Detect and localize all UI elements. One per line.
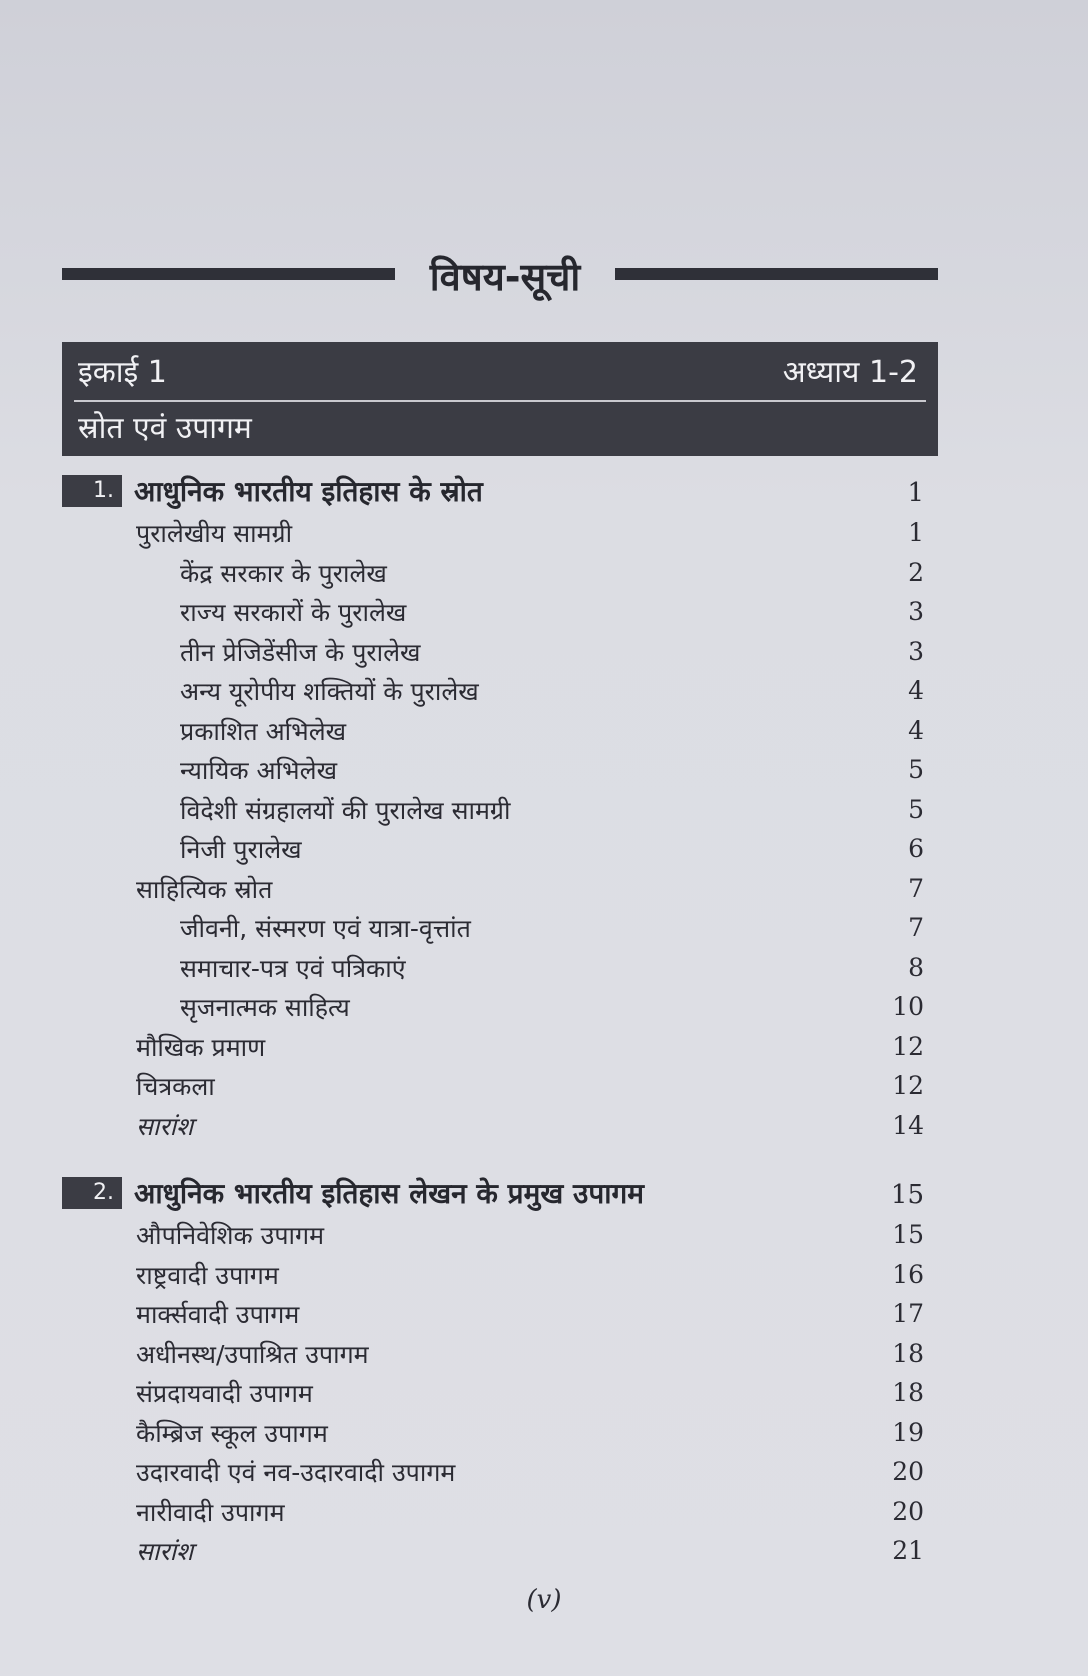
- toc-entry-page: 2: [908, 557, 924, 587]
- toc-entry-label: संप्रदायवादी उपागम: [136, 1379, 313, 1408]
- chapter-page-number: 1: [907, 478, 924, 508]
- toc-entry-label: नारीवादी उपागम: [136, 1497, 285, 1527]
- toc-entry-page: 12: [892, 1031, 924, 1061]
- toc-entry-label: औपनिवेशिक उपागम: [136, 1221, 325, 1250]
- toc-entry-label: अन्य यूरोपीय शक्तियों के पुरालेख: [180, 677, 479, 706]
- toc-entry-page: 17: [892, 1299, 924, 1328]
- toc-entry-label: निजी पुरालेख: [180, 835, 302, 864]
- toc-entry-label: प्रकाशित अभिलेख: [180, 716, 347, 746]
- toc-entry[interactable]: [62, 1451, 938, 1491]
- toc-entry[interactable]: [62, 591, 938, 631]
- toc-entry-page: 8: [908, 952, 924, 982]
- toc-entry-label: न्यायिक अभिलेख: [180, 756, 338, 785]
- toc-entry-label: राष्ट्रवादी उपागम: [136, 1260, 279, 1290]
- toc-entry-page: 12: [892, 1071, 924, 1100]
- table-of-contents: [62, 470, 938, 1598]
- toc-entry-page: 4: [908, 715, 924, 745]
- chapter-title: आधुनिक भारतीय इतिहास के स्रोत: [134, 475, 483, 508]
- chapter-number-badge: 2.: [62, 1177, 122, 1209]
- toc-entry[interactable]: [62, 986, 938, 1026]
- toc-entry-page: 18: [892, 1378, 924, 1407]
- toc-entry-label: मार्क्सवादी उपागम: [136, 1300, 300, 1329]
- toc-entry-label: सारांश: [136, 1111, 194, 1141]
- toc-entry[interactable]: [62, 907, 938, 947]
- unit-title: स्रोत एवं उपागम: [78, 411, 252, 446]
- toc-entry-page: 18: [892, 1338, 924, 1368]
- toc-entry[interactable]: [62, 749, 938, 789]
- toc-entry-page: 14: [892, 1110, 924, 1140]
- toc-entry-page: 5: [908, 755, 924, 784]
- chapter-2: [62, 1172, 938, 1570]
- toc-entry-page: 4: [908, 676, 924, 705]
- toc-entry-page: 3: [908, 597, 924, 626]
- chapter-number-badge: 1.: [62, 475, 122, 507]
- toc-entry[interactable]: [62, 1026, 938, 1066]
- chapter-heading-row[interactable]: [62, 1172, 938, 1214]
- toc-entry-page: 10: [892, 992, 924, 1021]
- toc-entry-page: 5: [908, 794, 924, 824]
- toc-entry[interactable]: [62, 1412, 938, 1452]
- toc-entry-page: 7: [908, 913, 924, 942]
- toc-entry-label: सृजनात्मक साहित्य: [180, 993, 350, 1022]
- toc-entry[interactable]: [62, 1065, 938, 1105]
- toc-entry-page: 21: [892, 1536, 924, 1565]
- toc-entry[interactable]: [62, 552, 938, 592]
- toc-entry-label: राज्य सरकारों के पुरालेख: [180, 598, 407, 627]
- contents-heading: विषय-सूची: [429, 255, 581, 299]
- heading-rule-right: [615, 268, 938, 280]
- toc-entry[interactable]: [62, 1491, 938, 1531]
- toc-entry-label: कैम्ब्रिज स्कूल उपागम: [136, 1418, 328, 1448]
- toc-entry-label: विदेशी संग्रहालयों की पुरालेख सामग्री: [180, 795, 511, 825]
- chapter-range: अध्याय 1-2: [782, 355, 918, 390]
- toc-entry-label: पुरालेखीय सामग्री: [136, 519, 293, 548]
- toc-entry-label: जीवनी, संस्मरण एवं यात्रा-वृत्तांत: [180, 914, 471, 943]
- toc-entry-page: 20: [892, 1457, 924, 1486]
- toc-entry-page: 16: [892, 1259, 924, 1289]
- toc-entry-label: साहित्यिक स्रोत: [136, 874, 273, 904]
- toc-entry-label: उदारवादी एवं नव-उदारवादी उपागम: [136, 1458, 456, 1487]
- toc-entry[interactable]: [62, 710, 938, 750]
- toc-entry-page: 3: [908, 636, 924, 666]
- chapter-1: [62, 470, 938, 1144]
- toc-entry[interactable]: [62, 789, 938, 829]
- toc-entry-label: चित्रकला: [136, 1072, 215, 1101]
- toc-entry-label: केंद्र सरकार के पुरालेख: [180, 558, 387, 588]
- toc-entry[interactable]: [62, 1530, 938, 1570]
- toc-entry[interactable]: [62, 670, 938, 710]
- toc-entry-label: समाचार-पत्र एवं पत्रिकाएं: [180, 953, 406, 983]
- toc-entry[interactable]: [62, 828, 938, 868]
- chapter-heading-row[interactable]: [62, 470, 938, 512]
- toc-entry[interactable]: [62, 1333, 938, 1373]
- chapter-title: आधुनिक भारतीय इतिहास लेखन के प्रमुख उपागम: [134, 1177, 644, 1210]
- toc-entry-label: तीन प्रेजिडेंसीज के पुरालेख: [180, 637, 421, 667]
- contents-heading-row: [62, 250, 938, 300]
- heading-rule-left: [62, 268, 395, 280]
- page-folio: (v): [526, 1585, 562, 1615]
- toc-entry[interactable]: [62, 1105, 938, 1145]
- chapter-page-number: 15: [890, 1180, 924, 1210]
- toc-entry-label: अधीनस्थ/उपाश्रित उपागम: [136, 1339, 369, 1369]
- toc-entry-page: 15: [892, 1220, 924, 1249]
- toc-entry[interactable]: [62, 947, 938, 987]
- toc-entry-page: 7: [908, 873, 924, 903]
- toc-entry[interactable]: [62, 868, 938, 908]
- toc-entry[interactable]: [62, 1372, 938, 1412]
- toc-entry-page: 1: [908, 518, 924, 547]
- unit-banner: [62, 342, 938, 456]
- toc-entry-page: 20: [892, 1496, 924, 1526]
- toc-entry[interactable]: [62, 1254, 938, 1294]
- toc-entry[interactable]: [62, 1214, 938, 1254]
- toc-entry[interactable]: [62, 512, 938, 552]
- toc-entry[interactable]: [62, 631, 938, 671]
- toc-entry-label: मौखिक प्रमाण: [136, 1032, 266, 1062]
- toc-entry-page: 6: [908, 834, 924, 863]
- toc-entry-label: सारांश: [136, 1537, 194, 1566]
- unit-label: इकाई 1: [78, 355, 167, 390]
- toc-entry[interactable]: [62, 1293, 938, 1333]
- toc-entry-page: 19: [892, 1417, 924, 1447]
- unit-divider: [74, 400, 926, 402]
